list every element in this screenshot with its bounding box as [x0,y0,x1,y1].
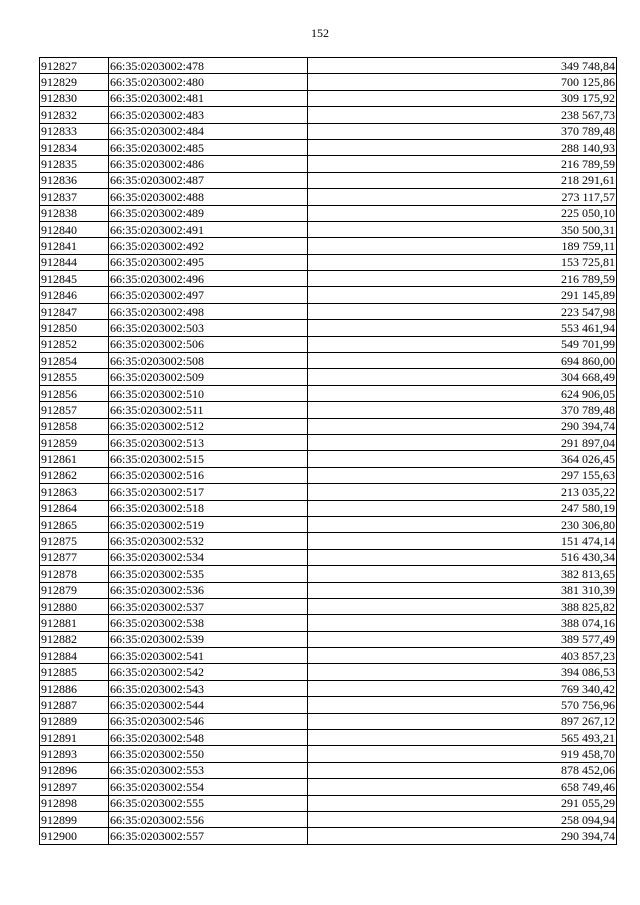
cadastral-value-cell: 238 567,73 [308,107,617,123]
cadastral-number-cell: 66:35:0203002:535 [109,566,308,582]
cadastral-number-cell: 66:35:0203002:484 [109,123,308,139]
object-id-cell: 912857 [40,402,109,418]
cadastral-number-cell: 66:35:0203002:512 [109,418,308,434]
cadastral-number-cell: 66:35:0203002:513 [109,434,308,450]
table-row [40,631,617,647]
object-id-cell: 912845 [40,271,109,287]
object-id-cell: 912887 [40,697,109,713]
object-id-cell: 912898 [40,795,109,811]
cadastral-number-cell: 66:35:0203002:487 [109,172,308,188]
object-id-cell: 912896 [40,762,109,778]
table-row [40,811,617,827]
object-id-cell: 912858 [40,418,109,434]
cadastral-number-cell: 66:35:0203002:557 [109,828,308,844]
table-row [40,287,617,303]
object-id-cell: 912832 [40,107,109,123]
object-id-cell: 912882 [40,631,109,647]
cadastral-value-cell: 225 050,10 [308,205,617,221]
table-row [40,566,617,582]
cadastral-number-cell: 66:35:0203002:478 [109,58,308,74]
cadastral-value-cell: 291 145,89 [308,287,617,303]
object-id-cell: 912846 [40,287,109,303]
object-id-cell: 912891 [40,730,109,746]
cadastral-number-cell: 66:35:0203002:510 [109,385,308,401]
table-row [40,221,617,237]
table-row [40,434,617,450]
cadastral-value-cell: 388 074,16 [308,615,617,631]
table-row [40,762,617,778]
table-row [40,615,617,631]
object-id-cell: 912886 [40,680,109,696]
table-row [40,730,617,746]
cadastral-value-cell: 290 394,74 [308,828,617,844]
cadastral-value-cell: 216 789,59 [308,156,617,172]
cadastral-value-cell: 258 094,94 [308,811,617,827]
table-row [40,697,617,713]
cadastral-value-cell: 273 117,57 [308,189,617,205]
cadastral-number-cell: 66:35:0203002:544 [109,697,308,713]
object-id-cell: 912847 [40,303,109,319]
cadastral-number-cell: 66:35:0203002:534 [109,549,308,565]
cadastral-number-cell: 66:35:0203002:509 [109,369,308,385]
cadastral-value-cell: 553 461,94 [308,320,617,336]
cadastral-value-cell: 216 789,59 [308,271,617,287]
object-id-cell: 912854 [40,353,109,369]
object-id-cell: 912897 [40,779,109,795]
table-row [40,353,617,369]
object-id-cell: 912861 [40,451,109,467]
cadastral-number-cell: 66:35:0203002:518 [109,500,308,516]
cadastral-value-cell: 290 394,74 [308,418,617,434]
cadastral-value-table [39,57,617,845]
cadastral-number-cell: 66:35:0203002:503 [109,320,308,336]
table-row [40,172,617,188]
object-id-cell: 912838 [40,205,109,221]
cadastral-value-cell: 549 701,99 [308,336,617,352]
cadastral-number-cell: 66:35:0203002:491 [109,221,308,237]
cadastral-value-cell: 304 668,49 [308,369,617,385]
object-id-cell: 912875 [40,533,109,549]
object-id-cell: 912889 [40,713,109,729]
cadastral-number-cell: 66:35:0203002:517 [109,484,308,500]
table-body [40,58,617,845]
table-row [40,582,617,598]
object-id-cell: 912879 [40,582,109,598]
cadastral-value-cell: 403 857,23 [308,648,617,664]
cadastral-number-cell: 66:35:0203002:556 [109,811,308,827]
table-row [40,680,617,696]
cadastral-number-cell: 66:35:0203002:511 [109,402,308,418]
cadastral-number-cell: 66:35:0203002:485 [109,139,308,155]
table-row [40,238,617,254]
object-id-cell: 912833 [40,123,109,139]
cadastral-value-cell: 381 310,39 [308,582,617,598]
cadastral-number-cell: 66:35:0203002:555 [109,795,308,811]
cadastral-number-cell: 66:35:0203002:495 [109,254,308,270]
cadastral-number-cell: 66:35:0203002:553 [109,762,308,778]
cadastral-value-cell: 388 825,82 [308,598,617,614]
table-row [40,795,617,811]
object-id-cell: 912863 [40,484,109,500]
cadastral-value-cell: 309 175,92 [308,90,617,106]
cadastral-value-cell: 223 547,98 [308,303,617,319]
object-id-cell: 912862 [40,467,109,483]
cadastral-number-cell: 66:35:0203002:515 [109,451,308,467]
table-row [40,746,617,762]
table-row [40,664,617,680]
cadastral-value-cell: 151 474,14 [308,533,617,549]
cadastral-value-cell: 364 026,45 [308,451,617,467]
table-row [40,402,617,418]
object-id-cell: 912856 [40,385,109,401]
object-id-cell: 912844 [40,254,109,270]
cadastral-value-cell: 658 749,46 [308,779,617,795]
table-row [40,58,617,74]
table-row [40,500,617,516]
table-row [40,385,617,401]
cadastral-value-cell: 919 458,70 [308,746,617,762]
cadastral-number-cell: 66:35:0203002:532 [109,533,308,549]
table-row [40,254,617,270]
table-row [40,123,617,139]
cadastral-number-cell: 66:35:0203002:538 [109,615,308,631]
cadastral-value-cell: 350 500,31 [308,221,617,237]
object-id-cell: 912885 [40,664,109,680]
cadastral-value-cell: 878 452,06 [308,762,617,778]
table-row [40,271,617,287]
cadastral-number-cell: 66:35:0203002:519 [109,516,308,532]
cadastral-value-cell: 230 306,80 [308,516,617,532]
cadastral-number-cell: 66:35:0203002:536 [109,582,308,598]
cadastral-number-cell: 66:35:0203002:480 [109,74,308,90]
cadastral-value-cell: 247 580,19 [308,500,617,516]
cadastral-value-cell: 218 291,61 [308,172,617,188]
cadastral-value-cell: 288 140,93 [308,139,617,155]
cadastral-value-cell: 370 789,48 [308,402,617,418]
cadastral-value-cell: 382 813,65 [308,566,617,582]
object-id-cell: 912852 [40,336,109,352]
object-id-cell: 912841 [40,238,109,254]
cadastral-number-cell: 66:35:0203002:488 [109,189,308,205]
object-id-cell: 912834 [40,139,109,155]
cadastral-number-cell: 66:35:0203002:541 [109,648,308,664]
object-id-cell: 912855 [40,369,109,385]
cadastral-value-cell: 291 897,04 [308,434,617,450]
cadastral-value-cell: 769 340,42 [308,680,617,696]
cadastral-value-cell: 694 860,00 [308,353,617,369]
cadastral-value-cell: 291 055,29 [308,795,617,811]
cadastral-value-cell: 570 756,96 [308,697,617,713]
object-id-cell: 912900 [40,828,109,844]
object-id-cell: 912877 [40,549,109,565]
cadastral-number-cell: 66:35:0203002:506 [109,336,308,352]
table-row [40,451,617,467]
table-row [40,533,617,549]
object-id-cell: 912837 [40,189,109,205]
cadastral-number-cell: 66:35:0203002:489 [109,205,308,221]
page-number: 152 [311,26,329,40]
cadastral-number-cell: 66:35:0203002:483 [109,107,308,123]
table-row [40,189,617,205]
cadastral-number-cell: 66:35:0203002:554 [109,779,308,795]
table-row [40,418,617,434]
cadastral-number-cell: 66:35:0203002:497 [109,287,308,303]
cadastral-number-cell: 66:35:0203002:546 [109,713,308,729]
object-id-cell: 912829 [40,74,109,90]
cadastral-number-cell: 66:35:0203002:550 [109,746,308,762]
object-id-cell: 912859 [40,434,109,450]
object-id-cell: 912899 [40,811,109,827]
table-row [40,156,617,172]
object-id-cell: 912835 [40,156,109,172]
object-id-cell: 912840 [40,221,109,237]
table-row [40,598,617,614]
table-row [40,713,617,729]
cadastral-value-cell: 394 086,53 [308,664,617,680]
object-id-cell: 912881 [40,615,109,631]
cadastral-value-cell: 516 430,34 [308,549,617,565]
table-row [40,320,617,336]
object-id-cell: 912864 [40,500,109,516]
table-row [40,74,617,90]
table-row [40,648,617,664]
cadastral-number-cell: 66:35:0203002:498 [109,303,308,319]
object-id-cell: 912865 [40,516,109,532]
cadastral-value-cell: 153 725,81 [308,254,617,270]
cadastral-number-cell: 66:35:0203002:539 [109,631,308,647]
table-row [40,139,617,155]
object-id-cell: 912880 [40,598,109,614]
cadastral-value-cell: 189 759,11 [308,238,617,254]
table-row [40,303,617,319]
cadastral-value-cell: 565 493,21 [308,730,617,746]
object-id-cell: 912850 [40,320,109,336]
table-row [40,516,617,532]
table-row [40,549,617,565]
table-row [40,484,617,500]
table-row [40,205,617,221]
cadastral-value-cell: 213 035,22 [308,484,617,500]
cadastral-number-cell: 66:35:0203002:508 [109,353,308,369]
table-row [40,779,617,795]
table-row [40,336,617,352]
object-id-cell: 912878 [40,566,109,582]
cadastral-number-cell: 66:35:0203002:516 [109,467,308,483]
object-id-cell: 912836 [40,172,109,188]
cadastral-value-cell: 624 906,05 [308,385,617,401]
cadastral-value-cell: 297 155,63 [308,467,617,483]
table-row [40,828,617,844]
table-row [40,107,617,123]
cadastral-number-cell: 66:35:0203002:492 [109,238,308,254]
cadastral-number-cell: 66:35:0203002:548 [109,730,308,746]
cadastral-number-cell: 66:35:0203002:486 [109,156,308,172]
cadastral-number-cell: 66:35:0203002:537 [109,598,308,614]
cadastral-value-cell: 349 748,84 [308,58,617,74]
table-row [40,90,617,106]
cadastral-value-cell: 389 577,49 [308,631,617,647]
object-id-cell: 912884 [40,648,109,664]
table-row [40,369,617,385]
cadastral-value-cell: 700 125,86 [308,74,617,90]
cadastral-number-cell: 66:35:0203002:542 [109,664,308,680]
cadastral-number-cell: 66:35:0203002:481 [109,90,308,106]
cadastral-number-cell: 66:35:0203002:496 [109,271,308,287]
object-id-cell: 912827 [40,58,109,74]
object-id-cell: 912830 [40,90,109,106]
cadastral-number-cell: 66:35:0203002:543 [109,680,308,696]
cadastral-value-cell: 897 267,12 [308,713,617,729]
table-row [40,467,617,483]
object-id-cell: 912893 [40,746,109,762]
cadastral-value-cell: 370 789,48 [308,123,617,139]
